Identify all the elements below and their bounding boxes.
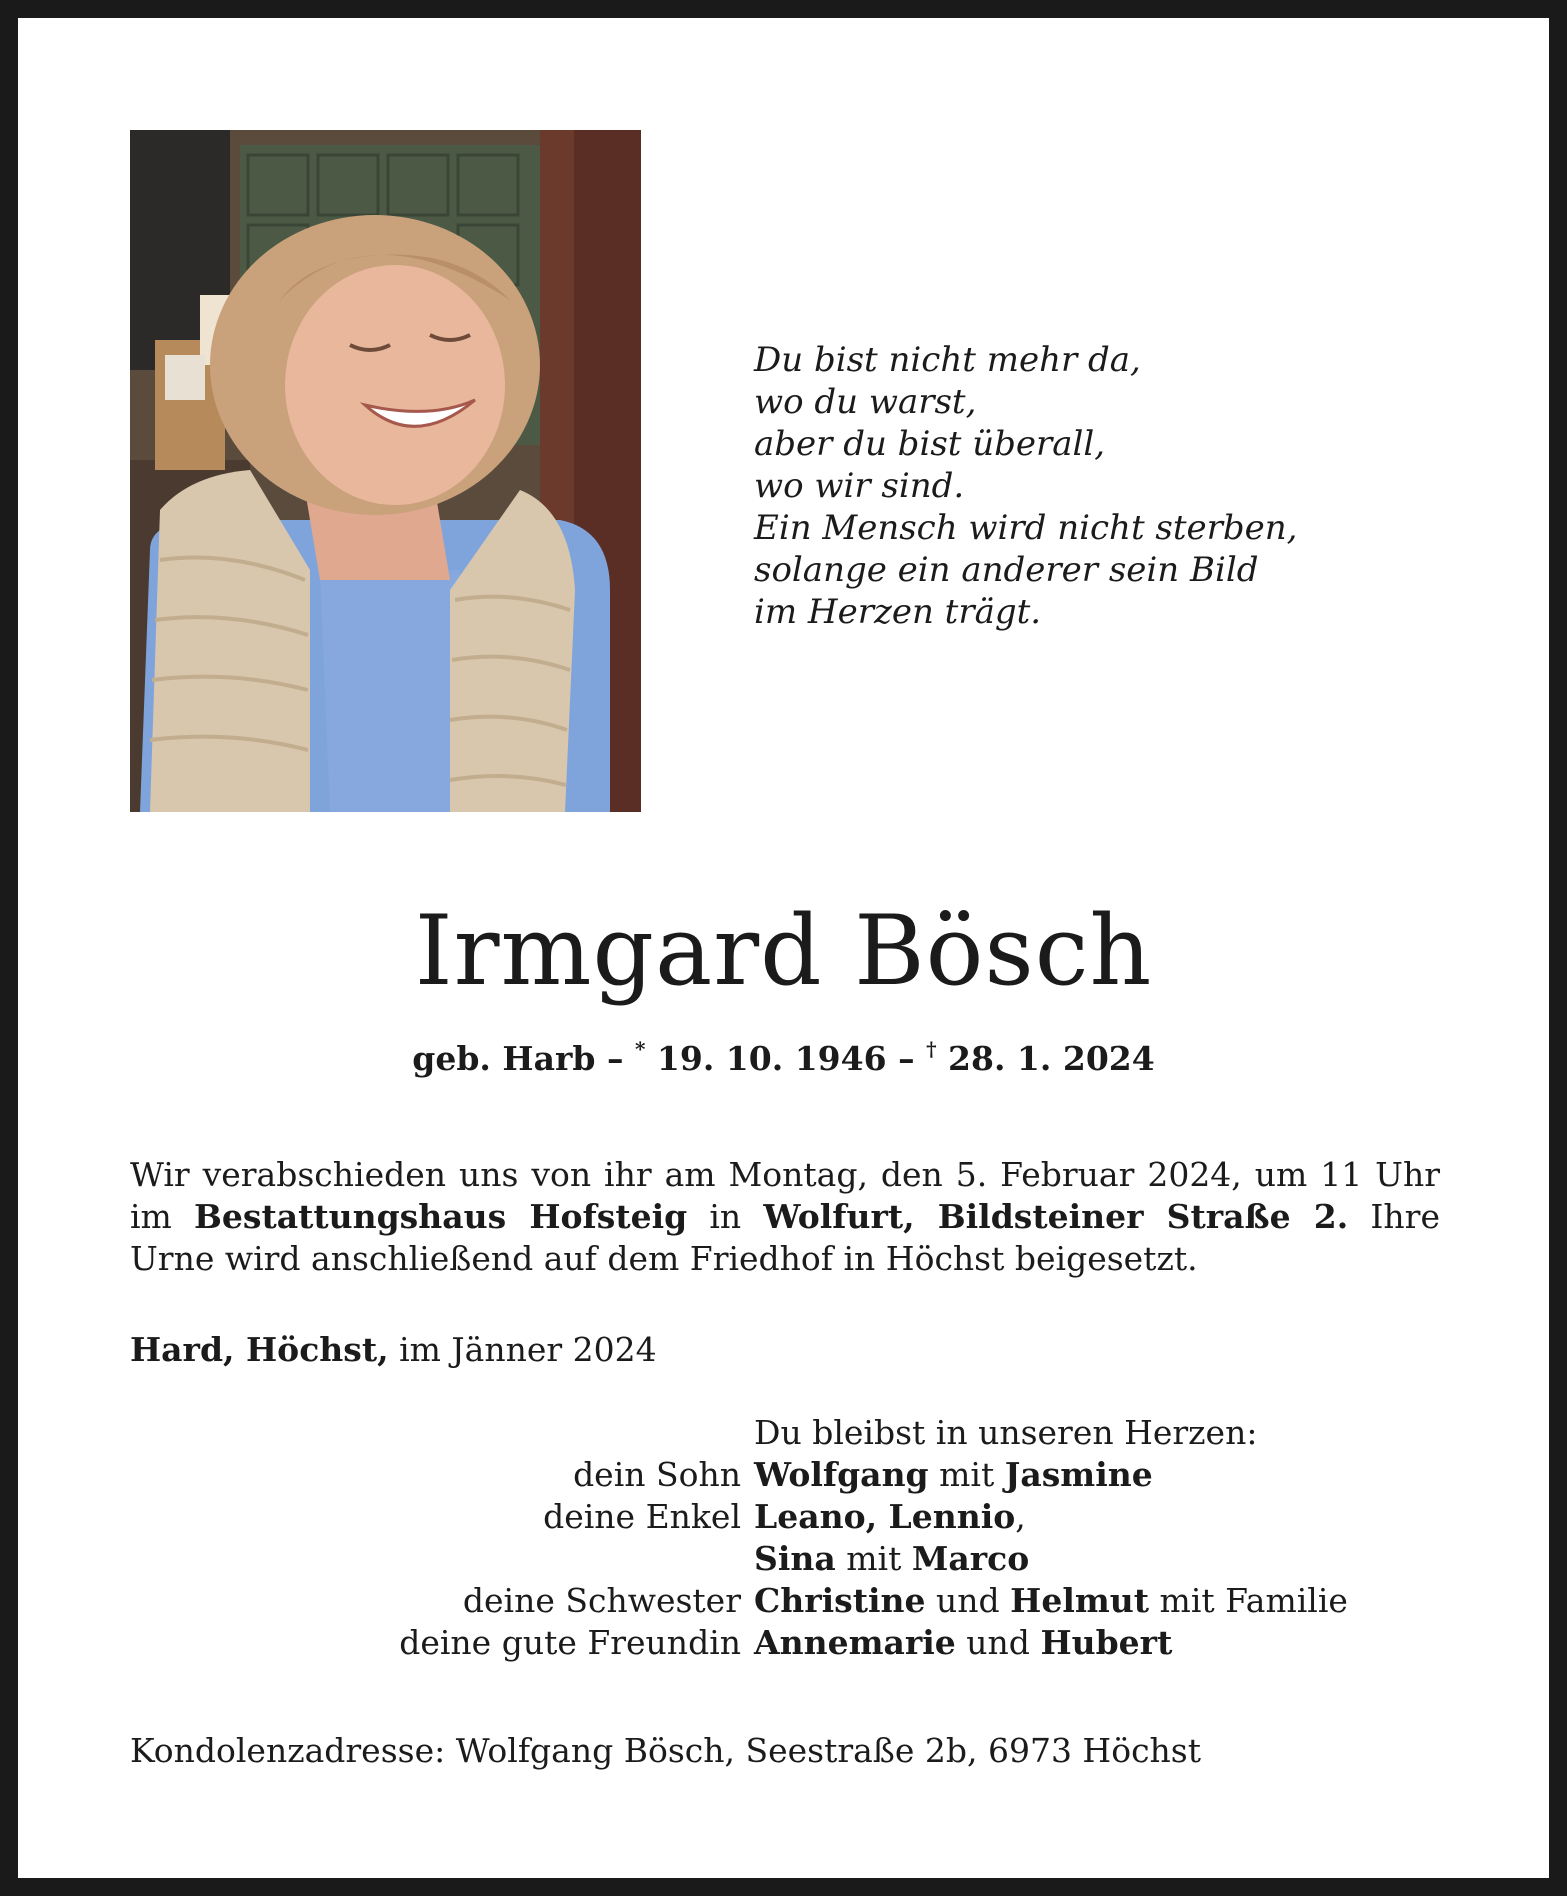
relative-names xyxy=(754,1538,1029,1580)
relation-label: deine Enkel xyxy=(543,1497,741,1536)
list-item xyxy=(18,1538,1549,1580)
relative-names xyxy=(754,1622,1172,1664)
funeral-announcement xyxy=(130,1154,1440,1280)
relation-label: deine Schwester xyxy=(462,1581,741,1620)
memorial-poem xyxy=(754,339,1298,633)
relative-names xyxy=(754,1454,1153,1496)
relative-name: Marco xyxy=(911,1539,1030,1578)
birth-symbol: * xyxy=(634,1037,646,1061)
poem-line: im Herzen trägt. xyxy=(754,592,1042,632)
date-separator: – xyxy=(606,1039,624,1078)
relative-names xyxy=(754,1496,1026,1538)
deceased-name: Irmgard Bösch xyxy=(414,895,1153,1007)
poem-line: wo du warst, xyxy=(754,382,977,422)
funeral-address: Wolfurt, Bildsteiner Straße 2. xyxy=(763,1197,1349,1236)
relative-name: Jasmine xyxy=(1004,1455,1153,1494)
mourners-intro: Du bleibst in unseren Herzen: xyxy=(754,1413,1258,1452)
place-names: Hard, Höchst, xyxy=(130,1330,389,1369)
list-item xyxy=(18,1496,1549,1538)
poem-line: wo wir sind. xyxy=(754,466,965,506)
condolence-label: Kondolenzadresse: xyxy=(130,1731,446,1770)
mourners-intro-row xyxy=(18,1412,1549,1454)
relative-names xyxy=(754,1580,1348,1622)
funeral-venue: Bestattungshaus Hofsteig xyxy=(194,1197,688,1236)
connector: und xyxy=(955,1623,1041,1662)
place-date-line xyxy=(130,1329,657,1371)
relation-label: deine gute Freundin xyxy=(399,1623,741,1662)
portrait-illustration xyxy=(130,130,641,812)
condolence-address xyxy=(130,1730,1201,1772)
birth-date: 19. 10. 1946 xyxy=(656,1039,887,1078)
death-date: 28. 1. 2024 xyxy=(948,1039,1155,1078)
poem-line: aber du bist überall, xyxy=(754,424,1106,464)
poem-line: Ein Mensch wird nicht sterben, xyxy=(754,508,1298,548)
relative-name: Annemarie xyxy=(754,1623,956,1662)
funeral-text: in xyxy=(687,1197,764,1236)
connector: mit xyxy=(835,1539,912,1578)
relative-name: Hubert xyxy=(1040,1623,1173,1662)
place-date: im Jänner 2024 xyxy=(388,1330,657,1369)
condolence-contact: Wolfgang Bösch, Seestraße 2b, 6973 Höchst xyxy=(455,1731,1202,1770)
obituary-sheet xyxy=(18,18,1549,1878)
relation-label: dein Sohn xyxy=(573,1455,741,1494)
relative-name: Wolfgang xyxy=(754,1455,929,1494)
maiden-name: geb. Harb xyxy=(412,1039,596,1078)
mourners-list xyxy=(18,1412,1549,1664)
poem-line: solange ein anderer sein Bild xyxy=(754,550,1259,590)
funeral-text: Ihre Urne wird anschließend auf dem Friedhof in Höchst beigesetzt. xyxy=(130,1197,1440,1278)
relative-name: Sina xyxy=(754,1539,836,1578)
list-item xyxy=(18,1580,1549,1622)
connector: , xyxy=(1015,1497,1026,1536)
connector: mit Familie xyxy=(1149,1581,1348,1620)
connector: und xyxy=(925,1581,1011,1620)
life-dates xyxy=(18,1028,1549,1080)
relative-name: Christine xyxy=(754,1581,926,1620)
list-item xyxy=(18,1622,1549,1664)
list-item xyxy=(18,1454,1549,1496)
relative-name: Leano, Lennio xyxy=(754,1497,1016,1536)
relative-name: Helmut xyxy=(1010,1581,1150,1620)
connector: mit xyxy=(928,1455,1005,1494)
portrait-photo xyxy=(130,130,641,812)
death-symbol: † xyxy=(926,1037,937,1061)
date-separator: – xyxy=(898,1039,915,1078)
funeral-text: Wir verabschieden uns von ihr am Montag, den 5. Februar 2024, um 11 Uhr im xyxy=(130,1155,1440,1236)
poem-line: Du bist nicht mehr da, xyxy=(754,340,1141,380)
